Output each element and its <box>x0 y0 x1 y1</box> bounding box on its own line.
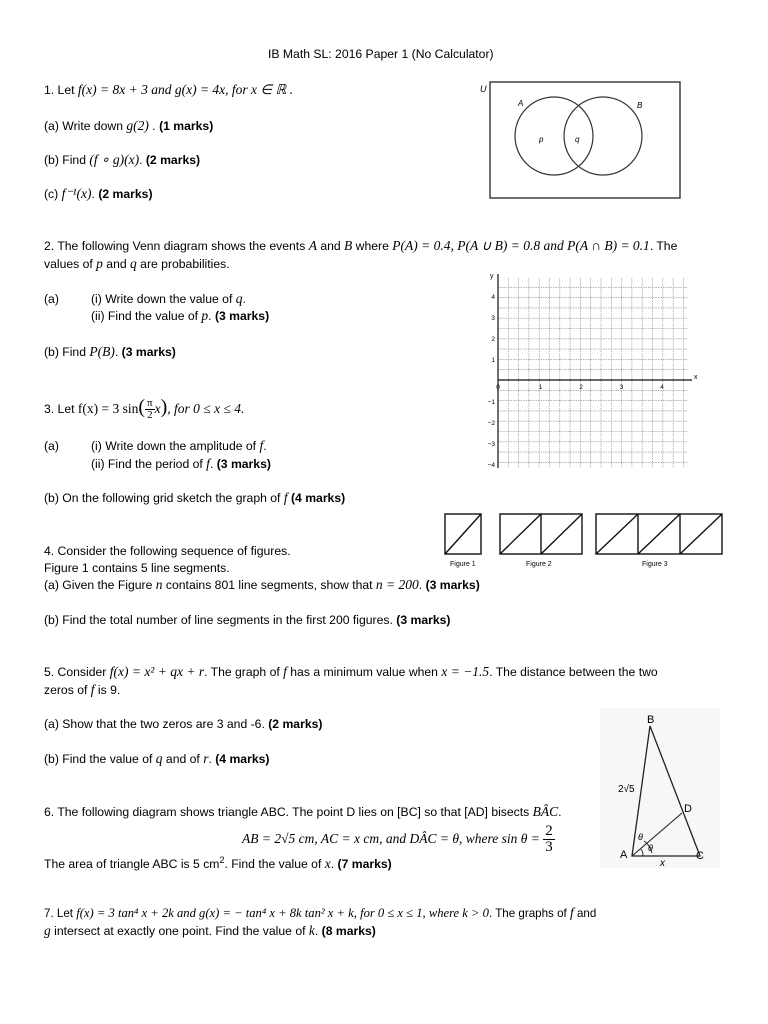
x-tick-label: 3 <box>619 384 624 391</box>
theta-lower: θ <box>648 843 653 853</box>
y-tick-label: 4 <box>491 294 495 301</box>
x-tick-label: 1 <box>538 384 543 391</box>
q5-part-b: (b) Find the value of q and of r. (4 marks) <box>44 751 270 766</box>
grid-lines <box>498 274 692 468</box>
venn-circle-a <box>515 97 593 175</box>
q2-part-b: (b) Find P(B). (3 marks) <box>44 344 176 359</box>
q1-part-a: (a) Write down g(2) . (1 marks) <box>44 118 214 133</box>
sketch-grid <box>478 270 698 470</box>
q3-stem: 3. Let f(x) = 3 sin( $\frac{\pi}{2}$ x), for 0 ≤ x ≤ 4. <box>44 396 245 422</box>
x-axis-label: x <box>694 374 698 381</box>
x-tick-label: 2 <box>579 384 583 391</box>
y-tick-label: −3 <box>487 441 495 448</box>
venn-diagram <box>476 78 684 202</box>
side-ac-label: x <box>660 858 665 868</box>
y-axis-label: y <box>490 273 494 280</box>
q2-part-a-label: (a) <box>44 292 59 306</box>
q2-line2: values of p and q are probabilities. <box>44 256 230 271</box>
figure-2-label: Figure 2 <box>526 561 552 568</box>
q5-part-a: (a) Show that the two zeros are 3 and -6. (2 marks) <box>44 717 323 731</box>
q1-part-c: (c) f⁻¹(x). (2 marks) <box>44 186 153 201</box>
q2-line1: 2. The following Venn diagram shows the events A and B where P(A) = 0.4, P(A ∪ B) = 0.8 and P(A ∩ B) = 0.1. The <box>44 238 678 253</box>
y-tick-label: −2 <box>487 420 495 427</box>
q3-part-a-ii: (ii) Find the period of f. (3 marks) <box>91 456 271 471</box>
venn-label-b: B <box>637 101 643 110</box>
q5-line1: 5. Consider f(x) = x² + qx + r. The graph of f has a minimum value when x = −1.5. The distance between the two <box>44 664 658 679</box>
theta-upper: θ <box>638 832 643 842</box>
figure-1 <box>445 514 481 554</box>
figure-3 <box>596 514 722 554</box>
q1-stem: 1. Let f(x) = 8x + 3 and g(x) = 4x, for x ∈ ℝ . <box>44 82 293 97</box>
q7-line1: 7. Let f(x) = 3 tan⁴ x + 2k and g(x) = − tan⁴ x + 8k tan² x + k, for 0 ≤ x ≤ 1, where k > 0. The graphs of f and <box>44 905 597 920</box>
q4-line2: Figure 1 contains 5 line segments. <box>44 561 230 575</box>
figure-2 <box>500 514 582 554</box>
q6-fraction: $\frac{2}{3}$ <box>545 823 553 856</box>
vertex-b: B <box>647 714 655 726</box>
y-tick-label: 3 <box>491 315 495 322</box>
y-tick-label: 2 <box>491 336 495 343</box>
q4-part-b: (b) Find the total number of line segments in the first 200 figures. (3 marks) <box>44 613 451 627</box>
venn-label-a: A <box>518 99 524 108</box>
q2-part-a-i: (i) Write down the value of q. <box>91 291 246 306</box>
sequence-figures <box>440 510 730 572</box>
venn-label-p: p <box>539 135 544 144</box>
figure-1-label: Figure 1 <box>450 561 476 568</box>
triangle-diagram <box>600 708 720 868</box>
figure-3-label: Figure 3 <box>642 561 668 568</box>
q4-line1: 4. Consider the following sequence of figures. <box>44 544 291 558</box>
q2-part-a-ii: (ii) Find the value of p. (3 marks) <box>91 308 270 323</box>
x-tick-label: 0 <box>496 384 500 391</box>
grid-labels <box>488 273 698 469</box>
y-tick-label: 1 <box>491 357 495 364</box>
q3-part-a-i: (i) Write down the amplitude of f. <box>91 438 267 453</box>
q3-part-b: (b) On the following grid sketch the graph of f (4 marks) <box>44 490 346 505</box>
q6-equation: AB = 2√5 cm, AC = x cm, and DÂC = θ, where sin θ = $\frac{2}{3}$ <box>242 823 553 856</box>
q3-fraction: $\frac{\pi}{2}$ <box>147 397 153 422</box>
q5-line2: zeros of f is 9. <box>44 682 121 697</box>
x-tick-label: 4 <box>660 384 664 391</box>
venn-label-q: q <box>575 135 580 144</box>
q4-part-a: (a) Given the Figure n contains 801 line segments, show that n = 200. (3 marks) <box>44 577 480 592</box>
y-tick-label: −1 <box>487 399 495 406</box>
side-ab-label: 2√5 <box>618 784 635 795</box>
q3-part-a-label: (a) <box>44 439 59 453</box>
q1-part-b: (b) Find (f ∘ g)(x). (2 marks) <box>44 152 201 167</box>
q7-line2: g intersect at exactly one point. Find the value of k. (8 marks) <box>44 923 376 938</box>
page-title: IB Math SL: 2016 Paper 1 (No Calculator) <box>268 47 494 61</box>
vertex-a: A <box>620 849 628 861</box>
vertex-c: C <box>696 850 704 862</box>
venn-label-u: U <box>480 84 487 94</box>
q6-line3: The area of triangle ABC is 5 $cm^2$. Find the value of x. (7 marks) <box>44 855 392 872</box>
q6-line1: 6. The following diagram shows triangle ABC. The point D lies on [BC] so that [AD] bisects BÂC. <box>44 804 562 819</box>
point-d: D <box>684 803 692 815</box>
y-tick-label: −4 <box>487 462 495 469</box>
